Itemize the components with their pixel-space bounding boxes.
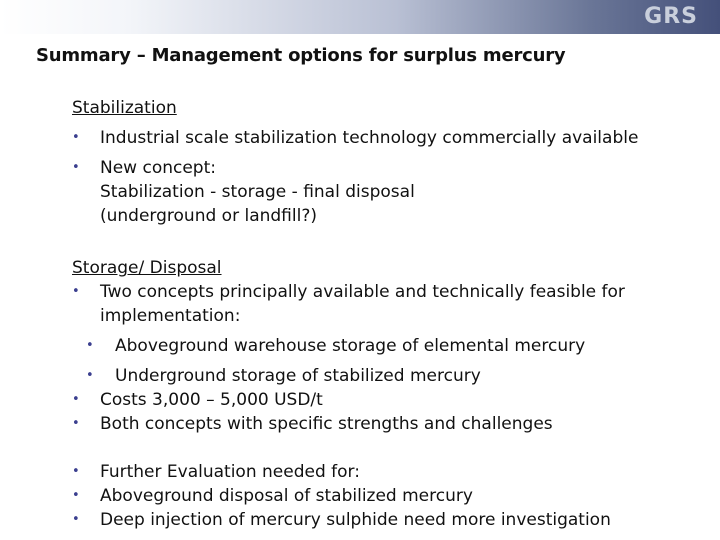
- bullet-icon: •: [72, 160, 80, 175]
- bullet-icon: •: [72, 416, 80, 431]
- bullet-icon: •: [72, 130, 80, 145]
- bullet-icon: •: [72, 464, 80, 479]
- bullet-icon: •: [72, 488, 80, 503]
- list-item-text: Aboveground disposal of stabilized mercury: [100, 486, 473, 506]
- list-item-text: (underground or landfill?): [100, 206, 317, 226]
- list-item-text: Both concepts with specific strengths and challenges: [100, 414, 553, 434]
- list-item-text: Deep injection of mercury sulphide need more investigation: [100, 510, 611, 530]
- list-item: [72, 508, 712, 532]
- section-heading-storage: Storage/ Disposal: [72, 258, 222, 278]
- list-item-text: Aboveground warehouse storage of elemental mercury: [115, 336, 586, 356]
- list-item-text: Further Evaluation needed for:: [100, 462, 360, 482]
- list-item: [72, 126, 712, 150]
- bullet-icon: •: [86, 368, 94, 383]
- grs-logo: GRS: [644, 4, 698, 29]
- list-item: [72, 156, 712, 228]
- bullet-icon: •: [72, 392, 80, 407]
- list-item-text: Industrial scale stabilization technology commercially available: [100, 128, 639, 148]
- list-item: [72, 412, 712, 436]
- bullet-icon: •: [72, 512, 80, 527]
- sub-list-item: [72, 364, 712, 388]
- slide-title: Summary – Management options for surplus mercury: [36, 45, 566, 66]
- bullet-icon: •: [72, 284, 80, 299]
- list-item: [72, 460, 712, 484]
- list-item-text: Two concepts principally available and technically feasible for: [100, 282, 625, 302]
- list-item-text: Costs 3,000 – 5,000 USD/t: [100, 390, 323, 410]
- list-item: [72, 280, 712, 328]
- list-item-text: Stabilization - storage - final disposal: [100, 182, 415, 202]
- list-item: [72, 388, 712, 412]
- sub-list-item: [72, 334, 712, 358]
- list-item-text: New concept:: [100, 158, 216, 178]
- slide-content: [72, 96, 712, 532]
- list-item-text: Underground storage of stabilized mercury: [115, 366, 481, 386]
- section-heading-stabilization: Stabilization: [72, 98, 177, 118]
- header-bar: [0, 0, 720, 34]
- list-item-text: implementation:: [100, 306, 241, 326]
- bullet-icon: •: [86, 338, 94, 353]
- list-item: [72, 484, 712, 508]
